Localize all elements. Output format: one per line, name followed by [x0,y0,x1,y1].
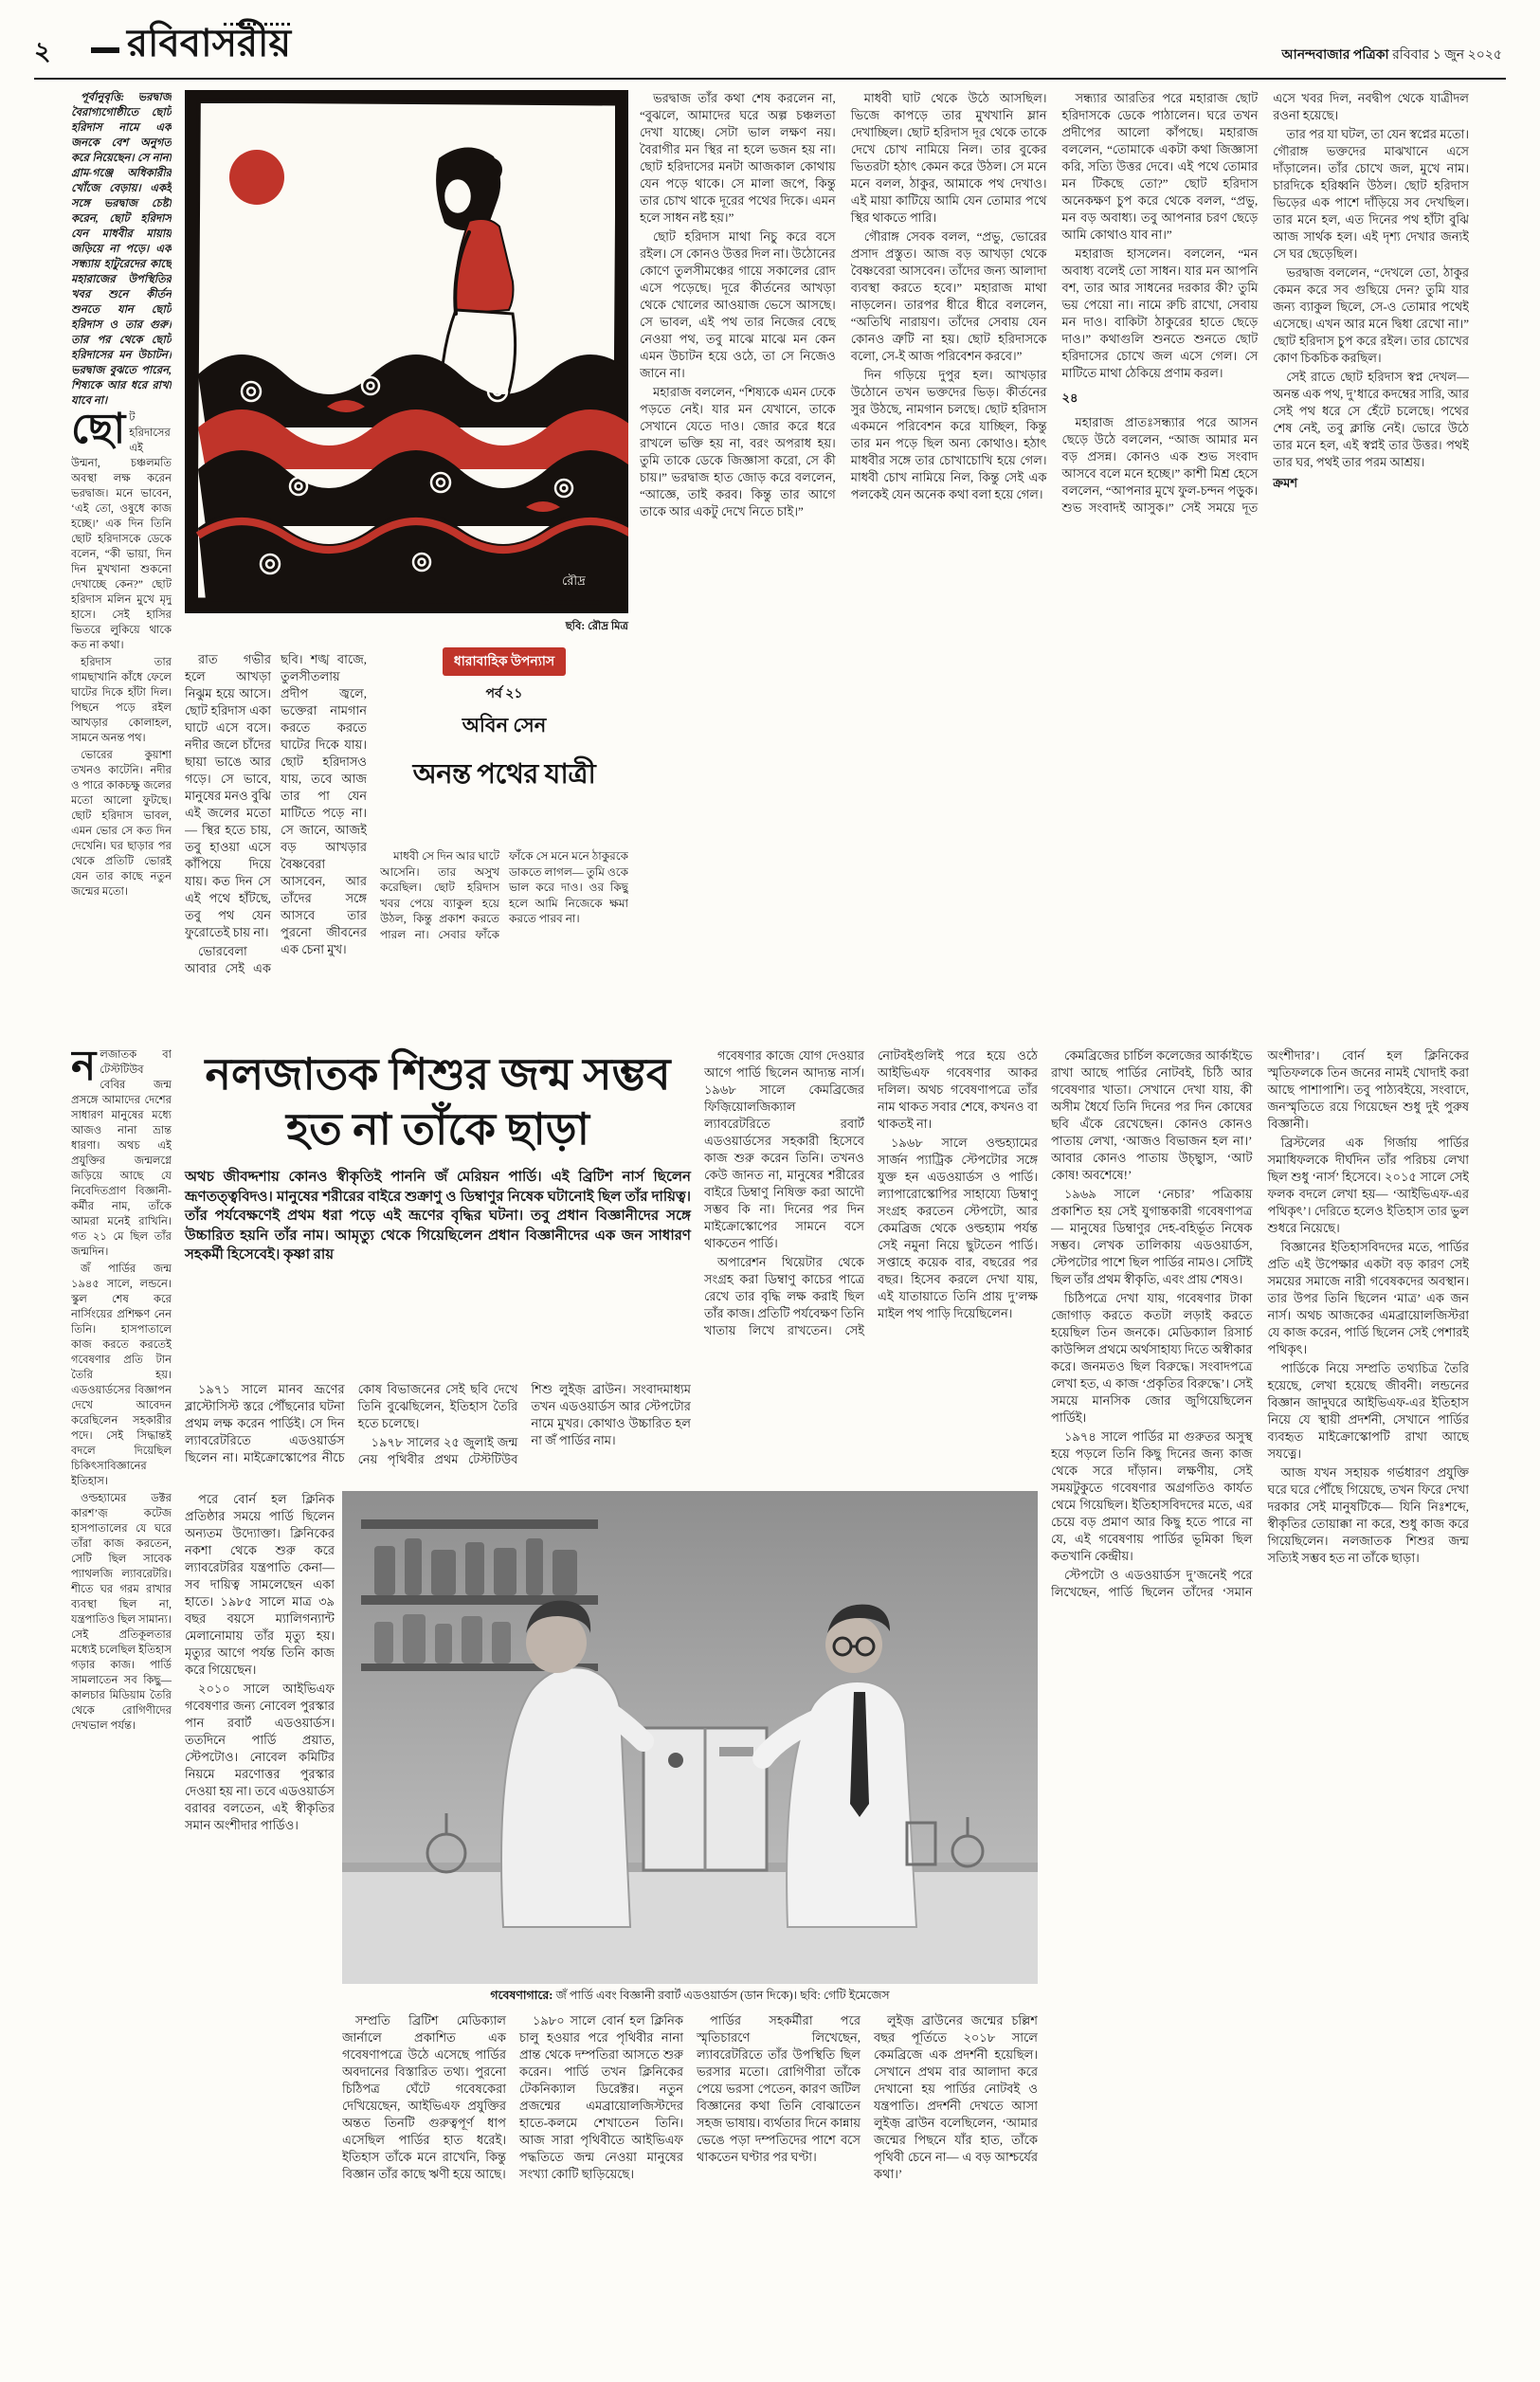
issue-date: রবিবার ১ জুন ২০২৫ [1392,48,1502,63]
page-number: ২ [34,37,51,65]
body-paragraph: পার্ডিকে নিয়ে সম্প্রতি তথ্যচিত্র তৈরি হয়েছে, লেখা হয়েছে জীবনী। লন্ডনের বিজ্ঞান জাদুঘরে আইভিএফ-এর ইতিহাস নিয়ে যে স্থায়ী প্রদর্শনী, সেখানে পার্ডির ব্যবহৃত মাইক্রোস্কোপটি রাখা আছে সযত্নে। [1267,1361,1469,1461]
page-header [0,22,1540,80]
body-paragraph: তার পর যা ঘটল, তা যেন স্বপ্নের মতো। গৌরাঙ্গ ভক্তদের মাঝখানে এসে দাঁড়ালেন। তাঁর চোখে জল, মুখে নাম। চারদিকে হরিধ্বনি উঠল। ছোট হরিদাস ভিড়ের এক পাশে দাঁড়িয়ে সব দেখছিল। তার মনে হল, এত দিনের পথ হাঁটা বুঝি আজ সার্থক হল। এই দৃশ্য দেখার জন্যই সে ঘর ছেড়েছিল। [1273,127,1469,261]
article-mid-band-columns [185,1381,691,1487]
body-paragraph: ভরদ্বাজ বললেন, “দেখলে তো, ঠাকুর কেমন করে সব গুছিয়ে দেন? তুমি যার জন্য ব্যাকুল ছিলে, সে-ও তোমার পথেই এসেছে। এখন আর মনে দ্বিধা রেখো না।” ছোট হরিদাস চুপ করে রইল। তার চোখের কোণ চিকচিক করছিল। [1273,265,1469,365]
body-paragraph: পরে বোর্ন হল ক্লিনিক প্রতিষ্ঠার সময়ে পার্ডি ছিলেন অন্যতম উদ্যোক্তা। ক্লিনিকের নকশা থেকে শুরু করে ল্যাবরেটরির যন্ত্রপাতি কেনা— সব দায়িত্ব সামলেছেন একা হাতে। ১৯৮৫ সালে মাত্র ৩৯ বছর বয়সে ম্যালিগন্যান্ট মেলানোমায় তাঁর মৃত্যু হয়। মৃত্যুর আগে পর্যন্ত তিনি কাজ করে গিয়েছেন। [185,1492,335,1677]
novel-left-paragraphs [71,655,172,900]
article-headline-block [185,1047,691,1265]
body-paragraph: রাত গভীর হলে আখড়া নিঝুম হয়ে আসে। ছোট হরিদাস একা ঘাটে এসে বসে। নদীর জলে চাঁদের ছায়া ভাঙে আর গড়ে। সে ভাবে, মানুষের মনও বুঝি এই জলের মতো— স্থির হতে চায়, তবু হাওয়া এসে কাঁপিয়ে দিয়ে যায়। কত দিন সে এই পথে হাঁটছে, তবু পথ যেন ফুরোতেই চায় না। [185,652,271,939]
article-byline: কৃষ্ণা রায় [283,1247,335,1263]
body-paragraph: ওল্ডহ্যামের ডক্টর কারশ’জ় কটেজ হাসপাতালের যে ঘরে তাঁরা কাজ করতেন, সেটি ছিল সাবেক প্যাথলজি ল্যাবরেটরি। শীতে ঘর গরম রাখার ব্যবস্থা ছিল না, যন্ত্রপাতিও ছিল সামান্য। সেই প্রতিকূলতার মধ্যেই চলেছিল ইতিহাস গড়ার কাজ। পার্ডি সামলাতেন সব কিছু— কালচার মিডিয়াম তৈরি থেকে রোগিণীদের দেখভাল পর্যন্ত। [71,1493,172,1732]
article-left-paragraphs [71,1262,172,1734]
feature-article-section [71,1047,1469,2351]
body-paragraph: স্টেপটো ও এডওয়ার্ডস দু’জনেই পরে লিখেছেন, পার্ডি ছিলেন তাঁদের ‘সমান অংশীদার’। বোর্ন হল ক্লিনিকের স্মৃতিফলকে তিন জনের নামই খোদাই করা আছে পাশাপাশি। তবু পাঠ্যবইয়ে, সংবাদে, জনস্মৃতিতে রয়ে গিয়েছেন শুধু দুই পুরুষ বিজ্ঞানী। [1051,1048,1469,1599]
article-right-columns [1051,1047,1469,2351]
body-paragraph: গৌরাঙ্গ সেবক বলল, “প্রভু, ভোরের প্রসাদ প্রস্তুত। আজ বড় আখড়া থেকে বৈষ্ণবেরা আসবেন। তাঁদের জন্য আলাদা ব্যবস্থা করতে হবে।” মহারাজ মাথা নাড়লেন। তারপর ধীরে ধীরে বললেন, “অতিথি নারায়ণ। তাঁদের সেবায় যেন কোনও ত্রুটি না হয়। ছোট হরিদাসকে বলো, সে-ই আজ পরিবেশন করবে।” [850,229,1047,363]
article-left-column [71,1047,172,2351]
paper-name: আনন্দবাজার পত্রিকা [1281,48,1389,63]
body-paragraph: ছোট হরিদাস মাথা নিচু করে বসে রইল। সে কোনও উত্তর দিল না। উঠোনের কোণে তুলসীমঞ্চের গায়ে সকালের রোদ এসে পড়েছে। দূরে কীর্তনের আখড়া থেকে খোলের আওয়াজ ভেসে আসছে। সে ভাবল, এই পথ তার নিজের বেছে নেওয়া পথ, তবু মাঝে মাঝে মন কেন এমন উচাটন হয়ে ওঠে, তা সে নিজেও জানে না। [640,229,836,380]
body-paragraph: ১৯৬৮ সালে ওল্ডহ্যামের সার্জন প্যাট্রিক স্টেপটোর সঙ্গে যুক্ত হন এডওয়ার্ডস ও পার্ডি। ল্যাপারোস্কোপির সাহায্যে ডিম্বাণু সংগ্রহ করতেন স্টেপটো, আর কেমব্রিজ থেকে ওল্ডহ্যাম পর্যন্ত সেই নমুনা নিয়ে ছুটতেন পার্ডি। সপ্তাহে কয়েক বার, বছরের পর বছর। হিসেব করলে দেখা যায়, এই যাতায়াতে তিনি প্রায় দু’লক্ষ মাইল পথ পাড়ি দিয়েছিলেন। [878,1136,1038,1320]
novel-left-column [71,90,172,1038]
article-midband-paragraphs [185,1381,691,1468]
novel-illustration [185,90,628,613]
masthead-dots-ornament [224,23,290,26]
article-bottom-paragraphs [342,2012,1038,2183]
body-paragraph: গবেষণার কাজে যোগ দেওয়ার আগে পার্ডি ছিলেন আদ্যন্ত নার্স। ১৯৬৮ সালে কেমব্রিজের ফিজ়িয়োলজিক্যাল ল্যাবরেটরিতে রবার্ট এডওয়ার্ডসের সহকারী হিসেবে কাজ শুরু করেন তিনি। তখনও কেউ জানত না, মানুষের শরীরের বাইরে ডিম্বাণু নিষিক্ত করা আদৌ সম্ভব কি না। দিনের পর দিন মাইক্রোস্কোপের সামনে বসে থাকতেন পার্ডি। [704,1048,864,1250]
body-paragraph: চিঠিপত্রে দেখা যায়, গবেষণার টাকা জোগাড় করতে কতটা লড়াই করতে হয়েছিল তিন জনকে। মেডিক্যাল রিসার্চ কাউন্সিল প্রথমে অর্থসাহায্য দিতে অস্বীকার করে। জনমতও ছিল বিরুদ্ধে। সংবাদপত্রে লেখা হত, এ কাজ ‘প্রকৃতির বিরুদ্ধে’। সেই সময়ে মানসিক জোর জুগিয়েছিলেন পার্ডিই। [1051,1291,1253,1425]
article-opening-paragraph [71,1047,172,1260]
novel-opening-paragraph [71,406,172,653]
novel-mid-paragraphs [185,651,367,977]
body-paragraph: ১৯৭৪ সালে পার্ডির মা গুরুতর অসুস্থ হয়ে পড়লে তিনি কিছু দিনের জন্য কাজ থেকে সরে দাঁড়ান। লক্ষণীয়, সেই সময়টুকুতে গবেষণার অগ্রগতিও কার্যত থেমে গিয়েছিল। ইতিহাসবিদদের মতে, এর চেয়ে বড় প্রমাণ আর কিছু হতে পারে না যে, এই গবেষণায় পার্ডির ভূমিকা ছিল কতখানি কেন্দ্রীয়। [1051,1429,1253,1563]
standfirst-text: অথচ জীবদ্দশায় কোনও স্বীকৃতিই পাননি জঁ মেরিয়ন পার্ডি। এই ব্রিটিশ নার্স ছিলেন ভ্রূণতত্ত্ববিদও। মানুষের শরীরের বাইরে শুক্রাণু ও ডিম্বাণুর নিষেক ঘটানোই ছিল তাঁর দায়িত্ব। তাঁর পর্যবেক্ষণেই প্রথম ধরা পড়ে এই ভ্রূণের বৃদ্ধির ঘটনা। তবু প্রধান বিজ্ঞানীদের সঙ্গে উচ্চারিত হয়নি তাঁর নাম। আমৃত্যু থেকে গিয়েছিলেন প্রধান বিজ্ঞানীদের এক জন সাধারণ সহকর্মী হিসেবেই। [185,1170,691,1263]
body-paragraph: ১৯৬৯ সালে ‘নেচার’ পত্রিকায় প্রকাশিত হয় সেই যুগান্তকারী গবেষণাপত্র— মানুষের ডিম্বাণুর দেহ-বহির্ভূত নিষেক সম্ভব। লেখক তালিকায় এডওয়ার্ডস, স্টেপটোর পাশে ছিল পার্ডির নামও। সেটিই ছিল তাঁর প্রথম স্বীকৃতি, এবং প্রায় শেষও। [1051,1187,1253,1286]
section-masthead: রবিবাসরীয় [127,22,292,64]
body-paragraph: মাধবী ঘাট থেকে উঠে আসছিল। ভিজে কাপড়ে তার মুখখানি ম্লান দেখাচ্ছিল। ছোট হরিদাস দূর থেকে তাকে দেখে চোখ নামিয়ে নিল। তার বুকের ভিতরটা হঠাৎ কেমন করে উঠল। সে মনে মনে বলল, ঠাকুর, আমাকে পথ দেখাও। এই মায়া কাটিয়ে আমি যেন তোমার পথে স্থির থাকতে পারি। [850,91,1047,225]
body-paragraph: অপারেশন থিয়েটার থেকে সংগ্রহ করা ডিম্বাণু কাচের পাত্রে রেখে তার বৃদ্ধি লক্ষ করাই ছিল তাঁর কাজ। প্রতিটি পর্যবেক্ষণ তিনি খাতায় লিখে রাখতেন। সেই নোটবইগুলিই পরে হয়ে ওঠে আইভিএফ গবেষণার আকর দলিল। অথচ গবেষণাপত্রে তাঁর নাম থাকত সবার শেষে, কখনও বা থাকতই না। [704,1048,1038,1337]
body-paragraph: মহারাজ হাসলেন। বললেন, “মন অবাধ্য বলেই তো সাধন। যার মন আপনি বশ, তার আর সাধনের দরকার কী? তুমি ভয় পেয়ো না। নামে রুচি রাখো, সেবায় মন দাও। বাকিটা ঠাকুরের হাতে ছেড়ে দাও।” কথাগুলি শুনতে শুনতে ছোট হরিদাসের চোখে জল এসে গেল। সে মাটিতে মাথা ঠেকিয়ে প্রণাম করল। [1061,246,1259,380]
novel-opening-text: ট হরিদাসের এই উন্মনা, চঞ্চলমতি অবস্থা লক্ষ করেন ভরদ্বাজ। মনে ভাবেন, ‘এই তো, ওষুধে কাজ হচ্ছে।’ এক দিন তিনি ছোট হরিদাসকে ডেকে বলেন, “কী ভায়া, দিন দিন মুখখানা শুকনো দেখাচ্ছে কেন?” ছোট হরিদাস মলিন মুখে মৃদু হাসে। সেই হাসির ভিতরে লুকিয়ে থাকে কত না কথা। [71,412,172,651]
article-bottom-columns [342,2012,1038,2351]
body-paragraph: সেই রাতে ছোট হরিদাস স্বপ্ন দেখল— অনন্ত এক পথ, দু’ধারে কদম্বের সারি, আর সেই পথ ধরে সে হেঁটে চলেছে। পথের শেষ নেই, তবু ক্লান্তি নেই। ভোরে উঠে তার মনে হল, এই স্বপ্নই তার উত্তর। পথই তার ঘর, পথই তার পরম আশ্রয়। [1273,370,1469,469]
article-opening-text: লজাতক বা টেস্টটিউব বেবির জন্ম প্রসঙ্গে আমাদের দেশের সাধারণ মানুষের মধ্যে আজও নানা ভ্রান্ত ধারণা। অথচ এই প্রযুক্তির জন্মলগ্নে জড়িয়ে আছে যে নিবেদিতপ্রাণ বিজ্ঞানী-কর্মীর নাম, তাঁকে আমরা মনেই রাখিনি। গত ২১ মে ছিল তাঁর জন্মদিন। [71,1049,172,1258]
photo-caption-label: গবেষণাগারে: [490,1989,553,2002]
body-paragraph: ভোরের কুয়াশা তখনও কাটেনি। নদীর ও পারে কাকচক্ষু জলের মতো আলো ফুটছে। ছোট হরিদাস ভাবল, এমন ভোর সে কত দিন দেখেনি। ঘর ছাড়ার পর থেকে প্রতিটি ভোরই যেন তার কাছে নতুন জন্মের মতো। [71,750,172,898]
novel-illustration-credit: ছবি: রৌদ্র মিত্র [565,621,628,632]
serial-novel-section [71,90,1469,1038]
novel-under-title-paragraphs [380,848,628,942]
photo-caption-text: জঁ পার্ডি এবং বিজ্ঞানী রবার্ট এডওয়ার্ডস (ডান দিকে)। ছবি: গেটি ইমেজেস [553,1989,890,2002]
body-paragraph: ২০১০ সালে আইভিএফ গবেষণার জন্য নোবেল পুরস্কার পান রবার্ট এডওয়ার্ডস। ততদিনে পার্ডি প্রয়াত, স্টেপটোও। নোবেল কমিটির নিয়মে মরণোত্তর পুরস্কার দেওয়া হয় না। তবে এডওয়ার্ডস বরাবর বলতেন, এই স্বীকৃতির সমান অংশীদার পার্ডিও। [185,1682,335,1832]
body-paragraph: বিজ্ঞানের ইতিহাসবিদদের মতে, পার্ডির প্রতি এই উপেক্ষার একটা বড় কারণ সেই সময়ের সমাজে নারী গবেষকদের অবস্থান। তার উপর তিনি ছিলেন ‘মাত্র’ এক জন নার্স। অথচ আজকের এমব্রায়োলজিস্টরা যে কাজ করেন, পার্ডি ছিলেন সেই পেশারই পথিকৃৎ। [1267,1240,1469,1356]
body-paragraph: জঁ পার্ডির জন্ম ১৯৪৫ সালে, লন্ডনে। স্কুল শেষ করে নার্সিংয়ের প্রশিক্ষণ নেন তিনি। হাসপাতালে কাজ করতে করতেই গবেষণার প্রতি টান তৈরি হয়। এডওয়ার্ডসের বিজ্ঞাপন দেখে আবেদন করেছিলেন সহকারীর পদে। সেই সিদ্ধান্তই বদলে দিয়েছিল চিকিৎসাবিজ্ঞানের ইতিহাস। [71,1264,172,1487]
body-paragraph: আজ যখন সহায়ক গর্ভধারণ প্রযুক্তি ঘরে ঘরে পৌঁছে গিয়েছে, তখন ফিরে দেখা দরকার সেই মানুষটিকে— যিনি নিঃশব্দে, স্বীকৃতির তোয়াক্কা না করে, শুধু কাজ করে গিয়েছিলেন। নলজাতক শিশুর জন্ম সত্যিই সম্ভব হত না তাঁকে ছাড়া। [1267,1465,1469,1565]
novel-right-columns [640,90,1469,1038]
article-top-right-columns [704,1047,1038,1485]
body-paragraph: ভরদ্বাজ তাঁর কথা শেষ করলেন না, “বুঝলে, আমাদের ঘরে অল্প চঞ্চলতা দেখা যাচ্ছে। সেটা ভাল লক্ষণ নয়। বৈরাগীর মন স্থির না হলে ভজন হয় না। ছোট হরিদাসের মনটা আজকাল কোথায় যেন পড়ে থাকে। সে মালা জপে, কিন্তু তার চোখ থাকে দূরের পথের দিকে। এমন হলে সাধন নষ্ট হয়।” [640,91,836,225]
body-paragraph: দিন গড়িয়ে দুপুর হল। আখড়ার উঠোনে তখন ভক্তদের ভিড়। কীর্তনের সুর উঠছে, নামগান চলছে। ছোট হরিদাস একমনে পরিবেশন করে যাচ্ছিল, কিন্তু তার মন পড়ে ছিল অন্য কোথাও। হঠাৎ মাধবীর সঙ্গে তার চোখাচোখি হয়ে গেল। মাধবী চোখ নামিয়ে নিল, কিন্তু সেই এক পলকেই যেন অনেক কথা বলা হয়ে গেল। [850,368,1047,501]
body-paragraph: কেমব্রিজের চার্চিল কলেজের আর্কাইভে রাখা আছে পার্ডির নোটবই, চিঠি আর গবেষণার খাতা। সেখানে দেখা যায়, কী অসীম ধৈর্যে তিনি দিনের পর দিন কোষের ছবি এঁকে রেখেছেন। কোনও কোনও পাতায় লেখা, ‘আজও বিভাজন হল না।’ আবার কোনও পাতায় উচ্ছ্বাস, ‘আট কোষ! অবশেষে!’ [1051,1048,1253,1182]
body-paragraph: ১৯৭৮ সালের ২৫ জুলাই জন্ম নেয় পৃথিবীর প্রথম টেস্টটিউব শিশু লুইজ় ব্রাউন। সংবাদমাধ্যম তখন এডওয়ার্ডস আর স্টেপটোর নামে মুখর। কোথাও উচ্চারিত হল না জঁ পার্ডির নাম। [357,1382,691,1466]
article-headline: নলজাতক শিশুর জন্ম সম্ভব হত না তাঁকে ছাড়া [205,1050,671,1154]
article-dropcap: ন [71,1047,97,1089]
article-topright-paragraphs [704,1047,1038,1339]
novel-under-title-columns [380,848,628,1038]
episode-number: পর্ব ২১ [485,687,523,701]
body-paragraph: মাধবী সে দিন আর ঘাটে আসেনি। তার অসুখ করেছিল। ছোট হরিদাস খবর পেয়ে ব্যাকুল হয়ে উঠল, কিন্তু প্রকাশ করতে পারল না। সেবার ফাঁকে ফাঁকে সে মনে মনে ঠাকুরকে ডাকতে লাগল— তুমি ওকে ভাল করে দাও। ওর কিছু হলে আমি নিজেকে ক্ষমা করতে পারব না। [380,849,628,941]
body-paragraph: সম্প্রতি ব্রিটিশ মেডিক্যাল জার্নালে প্রকাশিত এক গবেষণাপত্রে উঠে এসেছে পার্ডির অবদানের বিস্তারিত তথ্য। পুরনো চিঠিপত্র ঘেঁটে গবেষকেরা দেখিয়েছেন, আইভিএফ প্রযুক্তির অন্তত তিনটি গুরুত্বপূর্ণ ধাপ এসেছিল পার্ডির হাত ধরেই। ইতিহাস তাঁকে মনে রাখেনি, কিন্তু বিজ্ঞান তাঁর কাছে ঋণী হয়ে আছে। [342,2013,506,2181]
body-paragraph: ১৯৮০ সালে বোর্ন হল ক্লিনিক চালু হওয়ার পরে পৃথিবীর নানা প্রান্ত থেকে দম্পতিরা আসতে শুরু করেন। পার্ডি তখন ক্লিনিকের টেকনিক্যাল ডিরেক্টর। নতুন প্রজন্মের এমব্রায়োলজিস্টদের হাতে-কলমে শেখাতেন তিনি। আজ সারা পৃথিবীতে আইভিএফ পদ্ধতিতে জন্ম নেওয়া মানুষের সংখ্যা কোটি ছাড়িয়েছে। [519,2013,683,2181]
novel-synopsis: পূর্বানুবৃত্তি: ভরদ্বাজ বৈরাগ্যগোষ্ঠীতে ছোট হরিদাস নামে এক জনকে বেশ অনুগত করে নিয়েছেন। সে নানা গ্রাম-গঞ্জে অধিকারীর খোঁজে বেড়ায়। একই সঙ্গে ভরদ্বাজ চেষ্টা করেন, ছোট হরিদাস যেন মাধবীর মায়ায় জড়িয়ে না পড়ে। এক সন্ধ্যায় হাটুরেদের কাছে মহারাজের উপস্থিতির খবর শুনে কীর্তন শুনতে যান ছোট হরিদাস ও তার গুরু। তার পর থেকে ছোট হরিদাসের মন উচাটন। ভরদ্বাজ বুঝতে পারেন, শিষ্যকে আর ধরে রাখা যাবে না। [71,92,172,407]
body-paragraph: মহারাজ বললেন, “শিষ্যকে এমন ঢেকে পড়তে নেই। যার মন যেখানে, তাকে সেখানে যেতে দাও। জোর করে ধরে রাখলে ভক্তি হয় না, বরং অপরাধ হয়। তুমি তাকে ডেকে জিজ্ঞাসা করো, সে কী চায়।” ভরদ্বাজ হাত জোড় করে বললেন, “আজ্ঞে, তাই করব। কিন্তু তার আগে তাকে আর একটু দেখে নিতে চাই।” [640,385,836,518]
body-paragraph: ভোরবেলা আবার সেই এক ছবি। শঙ্খ বাজে, তুলসীতলায় প্রদীপ জ্বলে, ভক্তেরা নামগান করতে করতে ঘাটের দিকে যায়। ছোট হরিদাসও যায়, তবে আজ তার পা যেন মাটিতে পড়ে না। সে জানে, আজই বড় আখড়ার বৈষ্ণবেরা আসবেন, আর তাঁদের সঙ্গে আসবে তার পুরনো জীবনের এক চেনা মুখ। [185,652,367,975]
masthead-dash [91,47,119,53]
article-mid-left-column [185,1491,335,2351]
chapter-marker: ২৪ [1061,391,1078,405]
article-midleft-paragraphs [185,1491,335,1834]
body-paragraph: লুইজ় ব্রাউনের জন্মের চল্লিশ বছর পূর্তিতে ২০১৮ সালে কেমব্রিজে এক প্রদর্শনী হয়েছিল। সেখানে প্রথম বার আলাদা করে দেখানো হয় পার্ডির নোটবই ও যন্ত্রপাতি। প্রদর্শনী দেখতে আসা লুইজ় ব্রাউন বলেছিলেন, ‘আমার জন্মের পিছনে যাঁর হাত, তাঁকে পৃথিবী চেনে না— এ বড় আশ্চর্যের কথা।’ [874,2013,1038,2181]
article-photo-caption [342,1988,1038,2007]
article-photo [342,1491,1038,1984]
novel-title: অনন্ত পথের যাত্রী [412,759,596,790]
body-paragraph: মহারাজ প্রাতঃসন্ধ্যার পরে আসন ছেড়ে উঠে বললেন, “আজ আমার মন বড় প্রসন্ন। কোনও এক শুভ সংবাদ আসবে বলে মনে হচ্ছে।” কাশী মিশ্র হেসে বললেন, “আপনার মুখে ফুল-চন্দন পড়ুক। শুভ সংবাদই আসুক।” সেই সময়ে দূত এসে খবর দিল, নবদ্বীপ থেকে যাত্রীদল রওনা হয়েছে। [1061,91,1469,515]
body-paragraph: ১৯৭১ সালে মানব ভ্রূণের ব্লাস্টোসিস্ট স্তরে পৌঁছনোর ঘটনা প্রথম লক্ষ করেন পার্ডিই। সে দিন ল্যাবরেটরিতে এডওয়ার্ডস ছিলেন না। মাইক্রোস্কোপের নীচে কোষ বিভাজনের সেই ছবি দেখে তিনি বুঝেছিলেন, ইতিহাস তৈরি হতে চলেছে। [185,1382,518,1464]
body-paragraph: ব্রিস্টলের এক গির্জায় পার্ডির সমাধিফলকে দীর্ঘদিন তাঁর পরিচয় লেখা ছিল শুধু ‘নার্স’ হিসেবে। ২০১৫ সালে সেই ফলক বদলে লেখা হয়— ‘আইভিএফ-এর পথিকৃৎ’। দেরিতে হলেও ইতিহাস তার ভুল শুধরে নিয়েছে। [1267,1136,1469,1235]
novel-author: অবিন সেন [462,714,547,736]
body-paragraph: সন্ধ্যার আরতির পরে মহারাজ ছোট হরিদাসকে ডেকে পাঠালেন। ঘরে তখন প্রদীপের আলো কাঁপছে। মহারাজ বললেন, “তোমাকে একটা কথা জিজ্ঞাসা করি, সত্যি উত্তর দেবে। এই পথে তোমার মন টিকছে তো?” ছোট হরিদাস অনেকক্ষণ চুপ করে থেকে বলল, “প্রভু, মন বড় অবাধ্য। তবু আপনার চরণ ছেড়ে আমি কোথাও যাব না।” [1061,91,1259,242]
illustration-signature-glyph: রৌদ্র [562,573,586,588]
novel-dropcap: ছো [71,406,126,452]
article-right-paragraphs [1051,1047,1469,1601]
novel-headline-block [380,647,628,799]
article-standfirst [185,1168,691,1265]
novel-mid-columns [185,651,367,1038]
body-paragraph: হরিদাস তার গামছাখানি কাঁধে ফেলে ঘাটের দিকে হাঁটা দিল। পিছনে পড়ে রইল আখড়ার কোলাহল, সামনে অনন্ত পথ। [71,657,172,744]
series-badge: ধারাবাহিক উপন্যাস [443,647,566,676]
dateline [1281,44,1502,66]
to-be-continued: ক্রমশ [1273,476,1298,490]
header-rule [34,78,1506,80]
body-paragraph: পার্ডির সহকর্মীরা পরে স্মৃতিচারণে লিখেছেন, ল্যাবরেটরিতে তাঁর উপস্থিতি ছিল ভরসার মতো। রোগিণীরা তাঁকে পেয়ে ভরসা পেতেন, কারণ জটিল বিজ্ঞানের কথা তিনি বোঝাতেন সহজ ভাষায়। ব্যর্থতার দিনে কান্নায় ভেঙে পড়া দম্পতিদের পাশে বসে থাকতেন ঘণ্টার পর ঘণ্টা। [697,2013,861,2164]
